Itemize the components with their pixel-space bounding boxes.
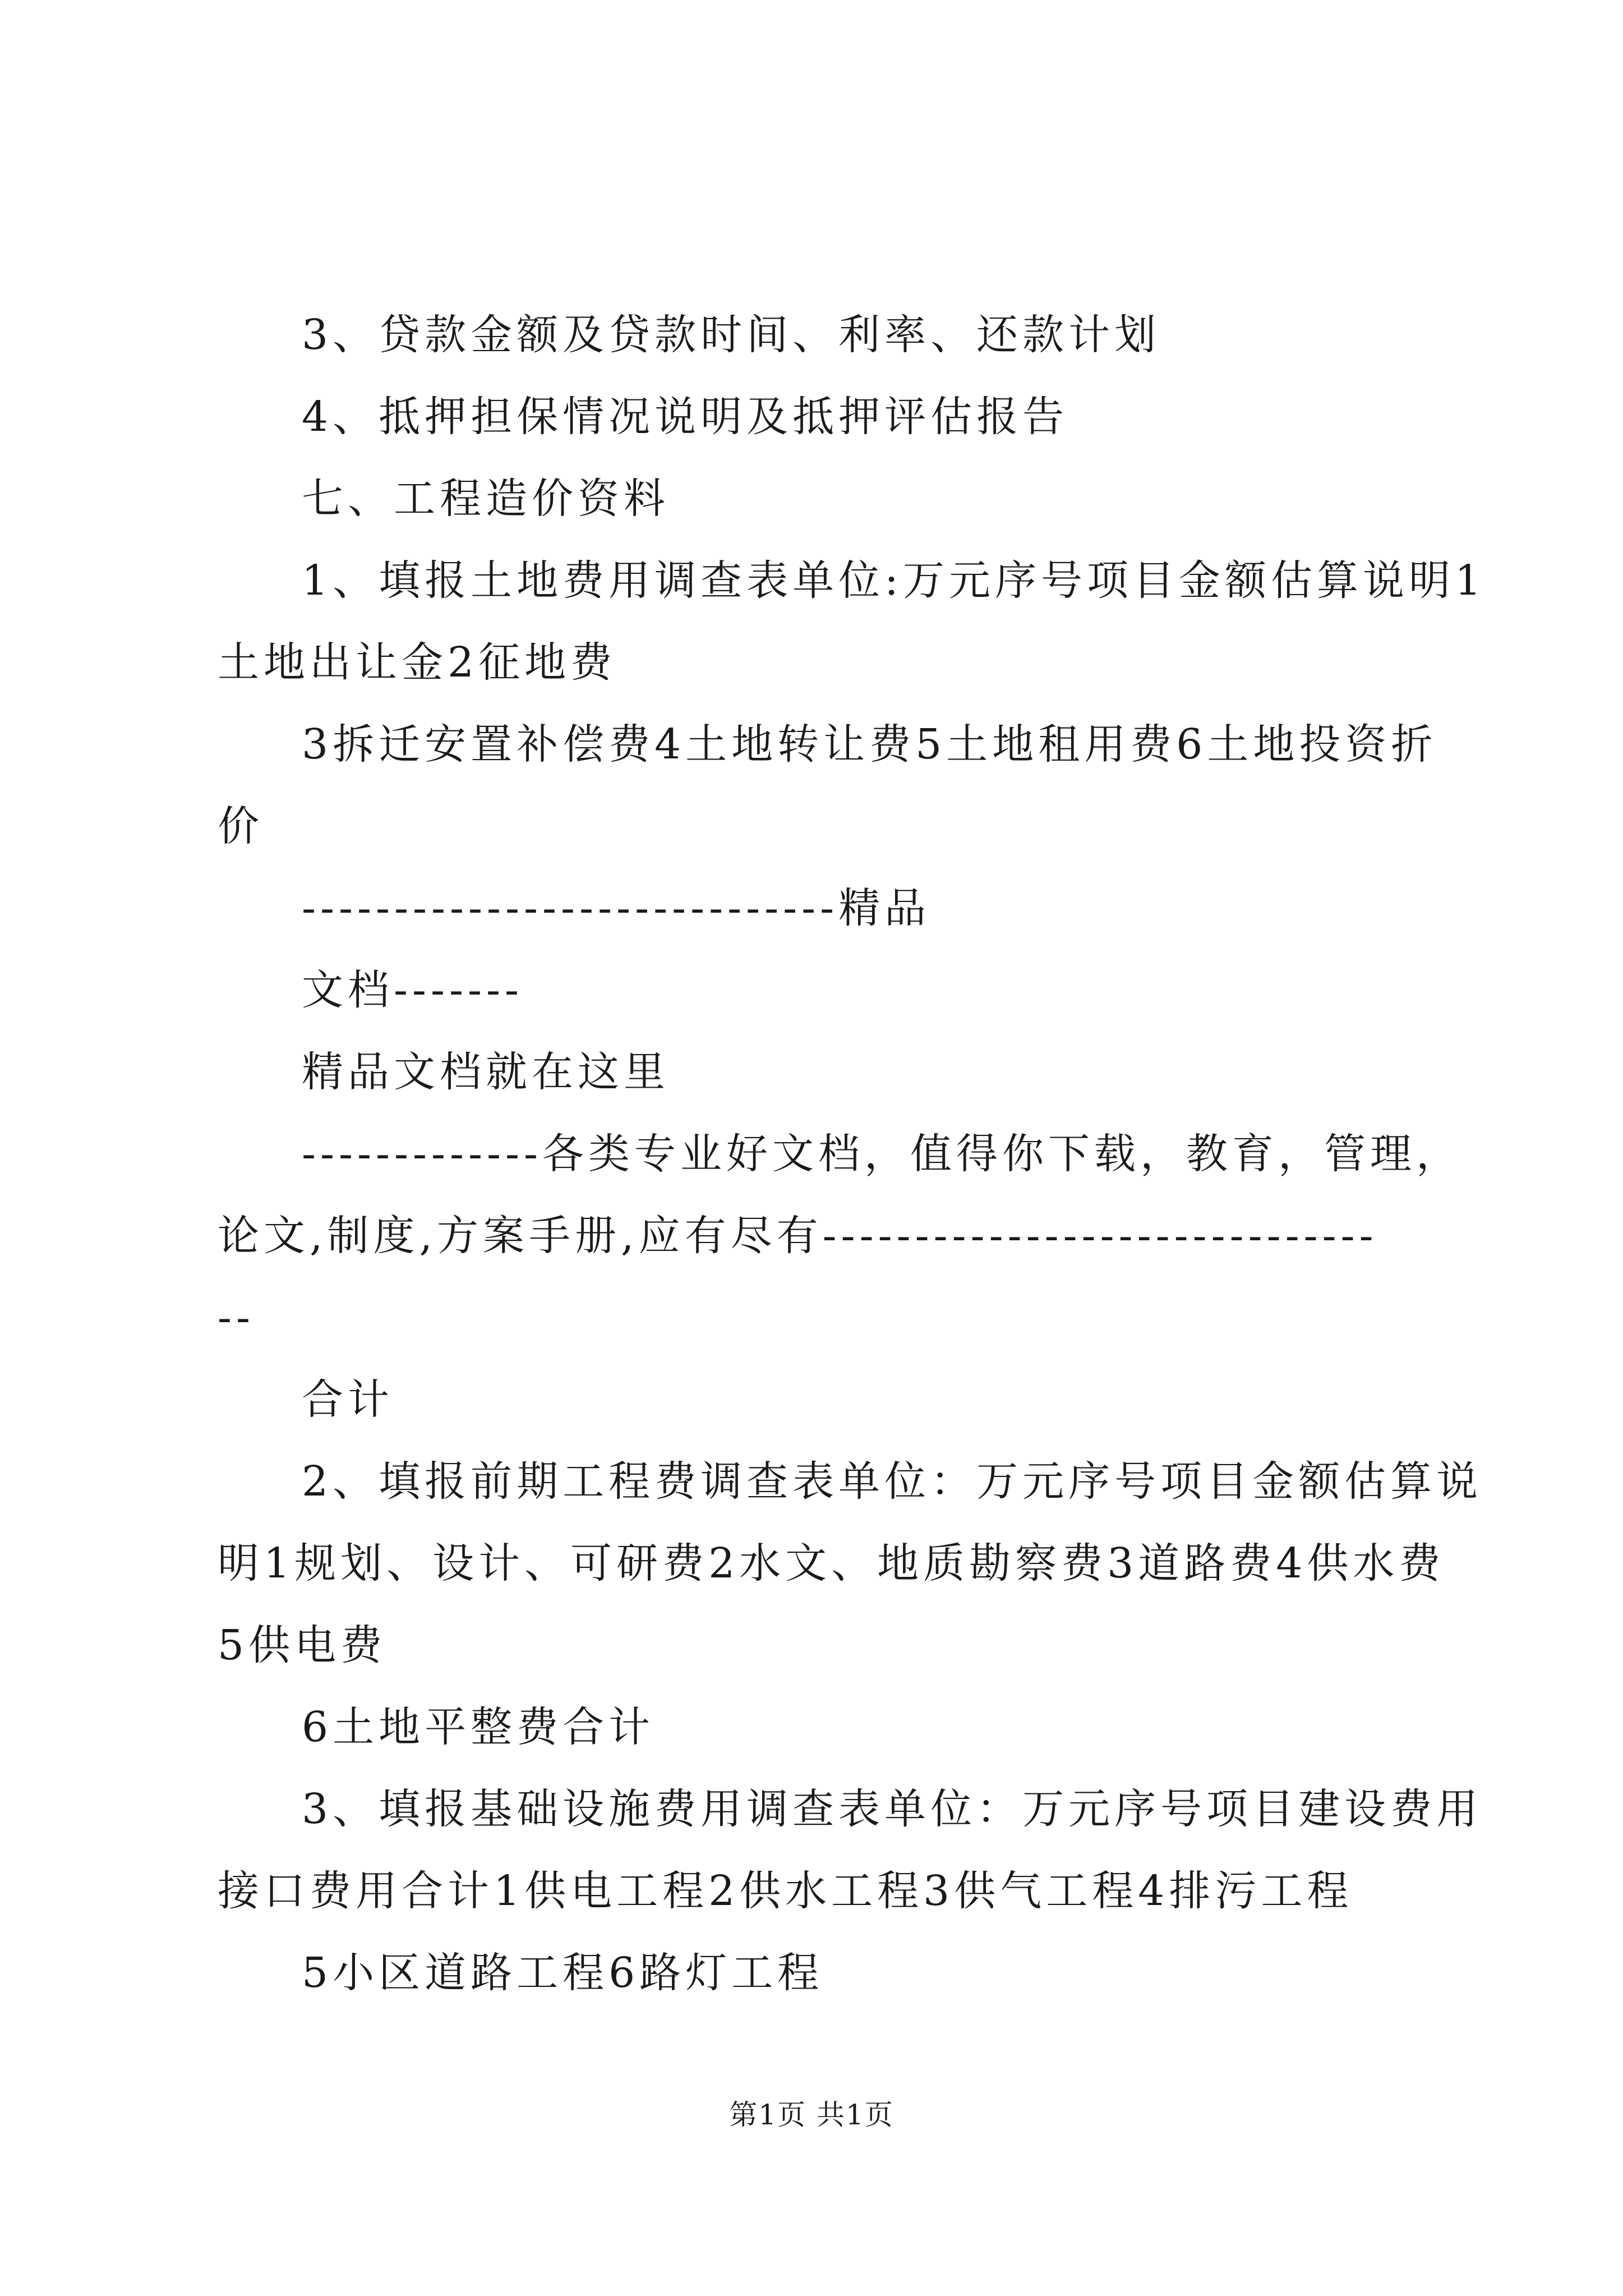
section-heading-cost: 七、工程造价资料	[302, 475, 670, 523]
text-line-land-table: 1、填报土地费用调查表单位:万元序号项目金额估算说明1	[302, 556, 1486, 605]
text-line-land-items-2: 3拆迁安置补偿费4土地转让费5土地租用费6土地投资折	[302, 720, 1437, 769]
watermark-line-2: 文档-------	[302, 966, 524, 1014]
page-number-footer: 第1页 共1页	[729, 2099, 894, 2131]
text-line-land-items-3: 价	[218, 802, 264, 850]
text-line-loan: 3、贷款金额及贷款时间、利率、还款计划	[302, 311, 1161, 359]
watermark-line-6: --	[218, 1294, 255, 1342]
text-line-preliminary-items-1: 明1规划、设计、可研费2水文、地质勘察费3道路费4供水费	[218, 1539, 1445, 1588]
text-line-infrastructure-items-2: 5小区道路工程6路灯工程	[302, 1949, 824, 1997]
text-line-preliminary-items-2: 5供电费	[218, 1621, 387, 1669]
watermark-line-4: -------------各类专业好文档，值得你下载，教育，管理，	[302, 1130, 1463, 1178]
watermark-line-5: 论文,制度,方案手册,应有尽有------------------------------	[218, 1212, 1378, 1260]
text-line-total: 合计	[302, 1375, 394, 1424]
text-line-land-items-1: 土地出让金2征地费	[218, 638, 617, 687]
watermark-line-1: -----------------------------精品	[302, 884, 931, 932]
watermark-line-3: 精品文档就在这里	[302, 1048, 670, 1096]
text-line-infrastructure-table: 3、填报基础设施费用调查表单位：万元序号项目建设费用	[302, 1785, 1483, 1833]
text-line-mortgage: 4、抵押担保情况说明及抵押评估报告	[302, 393, 1069, 441]
text-line-infrastructure-items-1: 接口费用合计1供电工程2供水工程3供气工程4排污工程	[218, 1867, 1353, 1915]
text-line-preliminary-table: 2、填报前期工程费调查表单位：万元序号项目金额估算说	[302, 1457, 1483, 1506]
text-line-preliminary-items-3: 6土地平整费合计	[302, 1703, 655, 1751]
